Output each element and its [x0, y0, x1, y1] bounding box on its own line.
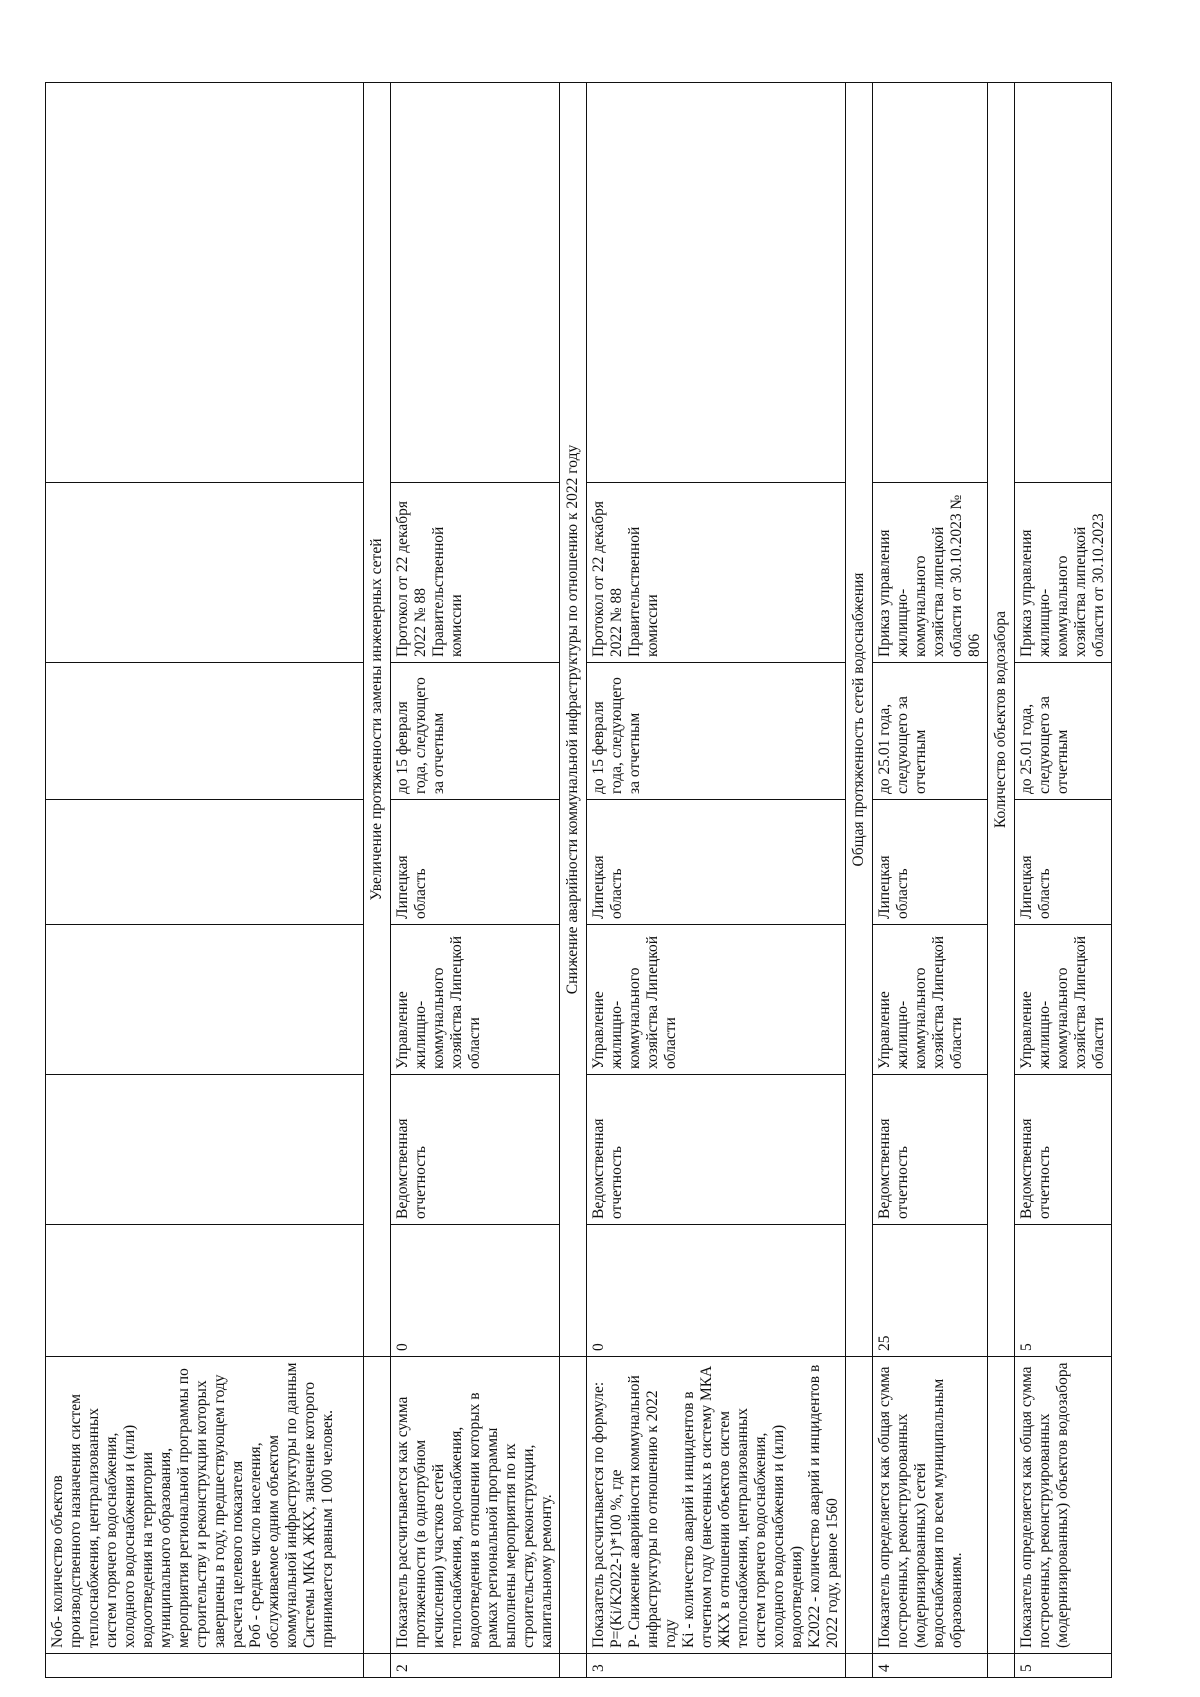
section-number-cell — [364, 1654, 391, 1678]
row-description — [587, 1357, 846, 1654]
indicators-table — [45, 82, 1112, 1678]
row-description — [46, 1357, 364, 1654]
table-row-continuation — [46, 83, 364, 1678]
row-number: 3 — [587, 1654, 846, 1678]
row-responsible: Управление жилищно-коммунального хозяйства Липецкой области — [587, 925, 846, 1075]
row-deadline: до 25.01 года, следующего за отчетным — [873, 663, 988, 800]
row-description: Показатель определяется как общая сумма построенных, реконструированных (модернизированных) сетей водоснабжения по всем муниципальным образованиям. — [873, 1357, 988, 1654]
table-row — [391, 83, 560, 1678]
section-title: Количество объектов водозабора — [988, 83, 1015, 1357]
row-source: Ведомственная отчетность — [391, 1075, 560, 1225]
row-source: Ведомственная отчетность — [873, 1075, 988, 1225]
section-header-row — [988, 83, 1015, 1678]
row-territory: Липецкая область — [1015, 800, 1112, 925]
empty-cell — [46, 483, 364, 663]
empty-cell — [587, 83, 846, 483]
row-number: 2 — [391, 1654, 560, 1678]
row-document: Приказ управления жилищно-коммунального хозяйства липецкой области от 30.10.2023 — [1015, 483, 1112, 663]
row-responsible: Управление жилищно-коммунального хозяйства Липецкой области — [391, 925, 560, 1075]
row-number: 4 — [873, 1654, 988, 1678]
table-row — [873, 83, 988, 1678]
description-text: Показатель рассчитывается по формуле: P=(Ki/K2022-1)*100 %, где P- Снижение аварийности коммунальной инфраструктуры по отношению к 2022 году Ki - количество аварий и инцидентов в отчетном году (внесенных в систему МКА ЖКХ в отношении объектов систем теплоснабжения, централизованных систем горячего водоснабжения, холодного водоснабжения и (или) водоотведения) K2022 - количество аварий и инцидентов в 2022 году, равное 1560 — [590, 1364, 841, 1648]
row-base-value: 0 — [587, 1225, 846, 1357]
empty-cell — [46, 1225, 364, 1357]
empty-cell — [46, 1075, 364, 1225]
section-title: Снижение аварийности коммунальной инфраструктуры по отношению к 2022 году — [560, 83, 587, 1357]
table-row — [587, 83, 846, 1678]
row-description: Показатель определяется как общая сумма построенных, реконструированных (модернизированных) объектов водозабора — [1015, 1357, 1112, 1654]
row-base-value: 25 — [873, 1225, 988, 1357]
section-title: Увеличение протяженности замены инженерных сетей — [364, 83, 391, 1357]
row-responsible: Управление жилищно-коммунального хозяйства Липецкой области — [1015, 925, 1112, 1075]
section-header-row — [560, 83, 587, 1678]
section-left-cell — [846, 1357, 873, 1654]
row-territory: Липецкая область — [873, 800, 988, 925]
row-source: Ведомственная отчетность — [587, 1075, 846, 1225]
section-left-cell — [364, 1357, 391, 1654]
row-base-value: 0 — [391, 1225, 560, 1357]
section-left-cell — [560, 1357, 587, 1654]
row-deadline: до 15 февраля года, следующего за отчетным — [587, 663, 846, 800]
section-header-row — [364, 83, 391, 1678]
section-title: Общая протяженность сетей водоснабжения — [846, 83, 873, 1357]
section-header-row — [846, 83, 873, 1678]
row-description: Показатель рассчитывается как сумма протяженности (в однотрубном исчислении) участков сетей теплоснабжения, водоснабжения, водоотведения в отношении которых в рамках региональной программы выполнены мероприятия по их строительству, реконструкции, капитальному ремонту. — [391, 1357, 560, 1654]
row-deadline: до 25.01 года, следующего за отчетным — [1015, 663, 1112, 800]
empty-cell — [391, 83, 560, 483]
row-deadline: до 15 февраля года, следующего за отчетным — [391, 663, 560, 800]
row-source: Ведомственная отчетность — [1015, 1075, 1112, 1225]
row-document: Протокол от 22 декабря 2022 № 88 Правительственной комиссии — [391, 483, 560, 663]
empty-cell — [46, 83, 364, 483]
row-number — [46, 1654, 364, 1678]
row-responsible: Управление жилищно-коммунального хозяйства Липецкой области — [873, 925, 988, 1075]
row-territory: Липецкая область — [587, 800, 846, 925]
empty-cell — [873, 83, 988, 483]
section-number-cell — [560, 1654, 587, 1678]
description-text: Nоб- количество объектов производственного назначения систем теплоснабжения, централизованных систем горячего водоснабжения, холодного водоснабжения и (или) водоотведения на территории муниципального образования, мероприятия региональной программы по строительству и реконструкции которых завершены в году, предшествующем году расчета целевого показателя Роб - среднее число населения, обслуживаемое одним объектом коммунальной инфраструктуры по данным Системы МКА ЖКХ, значение которого принимается равным 1 000 человек. — [49, 1362, 336, 1648]
row-territory: Липецкая область — [391, 800, 560, 925]
row-document: Приказ управления жилищно-коммунального хозяйства липецкой области от 30.10.2023 № 806 — [873, 483, 988, 663]
rotated-landscape-table-wrapper — [45, 83, 1155, 1678]
section-number-cell — [988, 1654, 1015, 1678]
table-row — [1015, 83, 1112, 1678]
empty-cell — [46, 800, 364, 925]
row-document: Протокол от 22 декабря 2022 № 88 Правительственной комиссии — [587, 483, 846, 663]
empty-cell — [46, 663, 364, 800]
section-left-cell — [988, 1357, 1015, 1654]
row-number: 5 — [1015, 1654, 1112, 1678]
section-number-cell — [846, 1654, 873, 1678]
row-base-value: 5 — [1015, 1225, 1112, 1357]
empty-cell — [46, 925, 364, 1075]
empty-cell — [1015, 83, 1112, 483]
